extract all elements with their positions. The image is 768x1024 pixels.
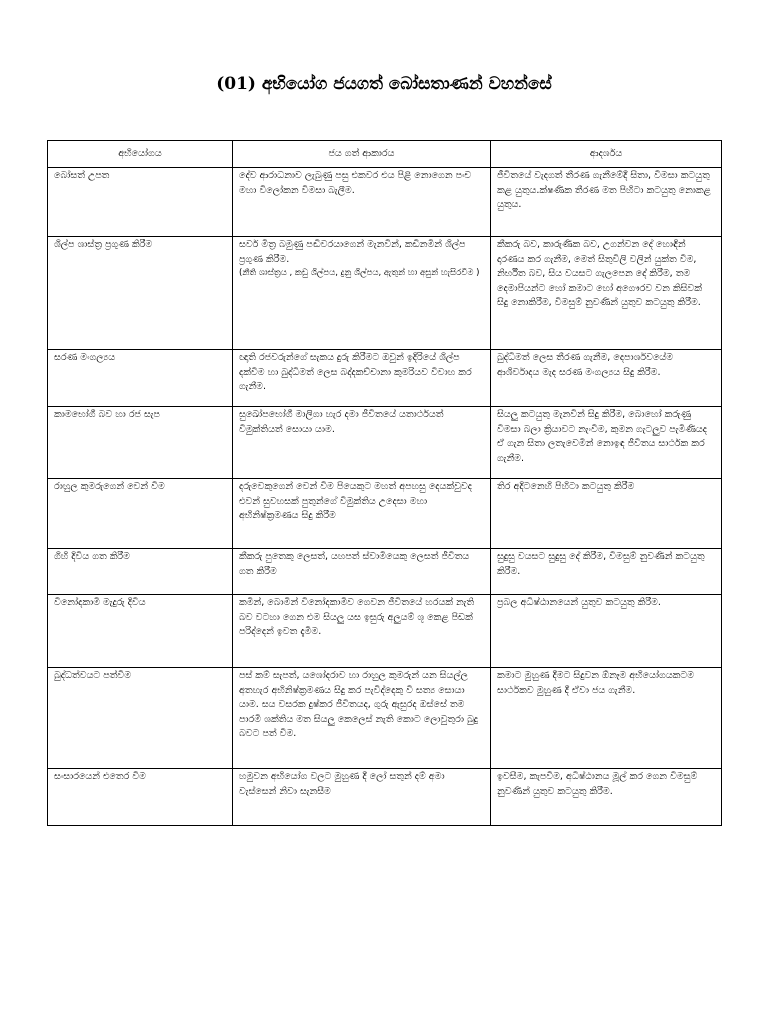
challenge-cell: සරණ මංගල්‍යය <box>48 350 233 407</box>
table-row <box>48 769 722 826</box>
header-challenge: අභියෝගය <box>48 141 233 168</box>
method-note: (නීති ශාස්ත්‍රය , කඩු ශිල්පය, දුනු ශිල්පය, ඇතුන් හා අසුන් හැසිරවීම ) <box>239 268 480 278</box>
table-row <box>48 168 722 237</box>
example-cell: සුදුසු වයසට සුදුසු දේ කිරීම, විමසුම් නුවණින් කටයුතු කිරීම. <box>491 549 722 595</box>
challenges-table <box>47 140 722 826</box>
method-text: ඥාති රජවරුන්ගේ සැකය දුරු කිරීමට ඔවුන් ඉදිරියේ ශිල්ප දක්වීම හා බුද්ධිමත් ලෙස බද්දකච්චානා කුමරියව විවාහ කර ගැනීම. <box>239 352 472 392</box>
method-text: කීකරු පුතෙකු ලෙසත්, යහපත් ස්වාමියෙකු ලෙසත් ජීවිතය ගත කිරීම <box>239 551 470 577</box>
method-text: පස් කම් සැපත්, යශෝදරාව හා රාහුල කුමරුන් යන සියල්ල අතහැර අභිනිෂ්ක්‍රමණය සිදු කර පැවිද්දෙකු වී සත්‍ය සොයා යාම. සය වසරක දුෂ්කර ජීවිතයද, ගුරු ඇසුරද ඔස්සේ තම පාරමී ශක්තිය මත සියලු කෙලෙස් නැති කොට ලොවුතුරා බුදු බවට පත් වීම. <box>239 670 479 739</box>
example-cell: සියලු කටයුතු මැනවින් සිදු කිරීම, බොහෝ කරුණු විමසා බලා ක්‍රියාවට නැංවීම, කුමන ගැටලුව පැමිණියද ඒ ගැන සිතා ලතැවෙමින් නොඉඳ ජීවිතය සාර්ථක කර ගැනීම. <box>491 407 722 479</box>
table-row <box>48 668 722 769</box>
example-cell: තිර අදිටනෙහි පිහිටා කටයුතු කිරීම <box>491 479 722 549</box>
challenge-cell: කාමභෝගී බව හා රජ සැප <box>48 407 233 479</box>
method-cell <box>233 595 491 668</box>
method-cell <box>233 769 491 826</box>
page-title: (01) අභියෝග ජයගත් බෝසතාණන් වහන්සේ <box>216 74 552 94</box>
table-row <box>48 549 722 595</box>
method-cell <box>233 479 491 549</box>
table-row <box>48 479 722 549</box>
table-row <box>48 595 722 668</box>
challenge-cell: බෝසත් උපත <box>48 168 233 237</box>
example-cell: ඉවසීම, කැපවීම, අධිෂ්ඨානය මූල් කර ගෙන විමසුම් නුවණින් යුතුව කටයුතු කිරීම. <box>491 769 722 826</box>
header-method: ජය ගත් ආකාරය <box>233 141 491 168</box>
challenge-cell: ශිල්ප ශාස්ත්‍ර ප්‍රගුණ කිරීම <box>48 237 233 350</box>
method-cell <box>233 168 491 237</box>
example-cell: ප්‍රබල අධිෂ්ඨානයෙන් යුතුව කටයුතු කිරීම. <box>491 595 722 668</box>
method-cell <box>233 407 491 479</box>
challenge-cell: ගිහි දිවිය ගත කිරීම <box>48 549 233 595</box>
method-text: දරුවෙකුගෙන් වෙන් වීම පියෙකුට මහත් අපහසු දෙයක්වුවද එවන් සුවහසක් පුතුන්ගේ විමුක්තිය උදෙසා මහා අභිනිෂ්ක්‍රමණය සිදු කිරීම <box>239 481 472 521</box>
challenge-cell: බුද්ධත්වයට පත්වීම <box>48 668 233 769</box>
table-row <box>48 407 722 479</box>
challenge-cell: රාහුල කුමරුගෙන් වෙන් වීම <box>48 479 233 549</box>
challenge-cell: සංසාරයෙන් එතෙර වීම <box>48 769 233 826</box>
table-header-row <box>48 141 722 168</box>
example-cell: කීකරු බව, කාරුණික බව, උගන්වන දේ හොඳින් දාරණය කර ගැනීම, මෙත් සිතුවිලි වලින් යුක්ත වීම, නිර්භීත බව, සිය වයසට ගැලපෙන දේ කිරීම, තම දෙමාපියන්ට හෝ කමාට හෝ අගෞරව වන කිසිවක් සිදු නොකිරීම, විමසුම් නුවණින් යුතුව කටයුතු කිරීම. <box>491 237 722 350</box>
method-cell <box>233 549 491 595</box>
method-cell <box>233 237 491 350</box>
method-text: දේව ආරාධනාව ලැබුණු පසු එකවර එය පිළි නොගෙන පංච මහා විලෝකන විමසා බැලීම. <box>239 170 472 196</box>
method-cell <box>233 350 491 407</box>
method-cell <box>233 668 491 769</box>
header-example: ආදර්ශය <box>491 141 722 168</box>
method-text: හමුවන අභියෝග වලට මුහුණ දී ලෝ සතුන් දම් අමා වැස්සෙන් නිවා සැනසීම <box>239 771 445 797</box>
challenge-cell: විනෝදකාමී මැදුරු දිවිය <box>48 595 233 668</box>
method-text: සර්ව මිත්‍ර බමුණු පඬිවරයාගෙන් මැනවින්, කඩිනමින් ශිල්ප ප්‍රගුණ කිරීම. <box>239 239 466 265</box>
example-cell: කමාට මුහුණ දීමට සිදුවන ඕනෑම අභියෝගයකටම සාර්ථකව මුහුණ දී ඒවා ජය ගැනීම. <box>491 668 722 769</box>
table-row <box>48 350 722 407</box>
example-cell: බුද්ධිමත් ලෙස තීරණ ගැනීම, දෙපාර්ශවයේම ආශිර්වාදය මැද සරණ මංගල්‍යය සිදු කිරීම. <box>491 350 722 407</box>
method-text: සුඛෝපභෝගී මාලිගා හැර දමා ජීවිතයේ යතාර්ථයත් විමුක්තියත් සොයා යාම. <box>239 409 444 435</box>
method-text: කමින්, බොමින් විනෝදකාමීව ගෙවන ජීවිතයේ හරයක් නැති බව වටහා ගෙන එම සියලු යස ඉසුරු අලුයම් ශූ කෙළ පිඩක් පරිද්දෙන් ඉවත දැමීම. <box>239 597 475 637</box>
example-cell: ජීවිතයේ වැදගත් තීරණ ගැනීමේදී සිතා, විමසා කටයුතු කළ යුතුය.ක්ෂණික තීරණ මත පිහිටා කටයුතු නොකළ යුතුය. <box>491 168 722 237</box>
table-row <box>48 237 722 350</box>
